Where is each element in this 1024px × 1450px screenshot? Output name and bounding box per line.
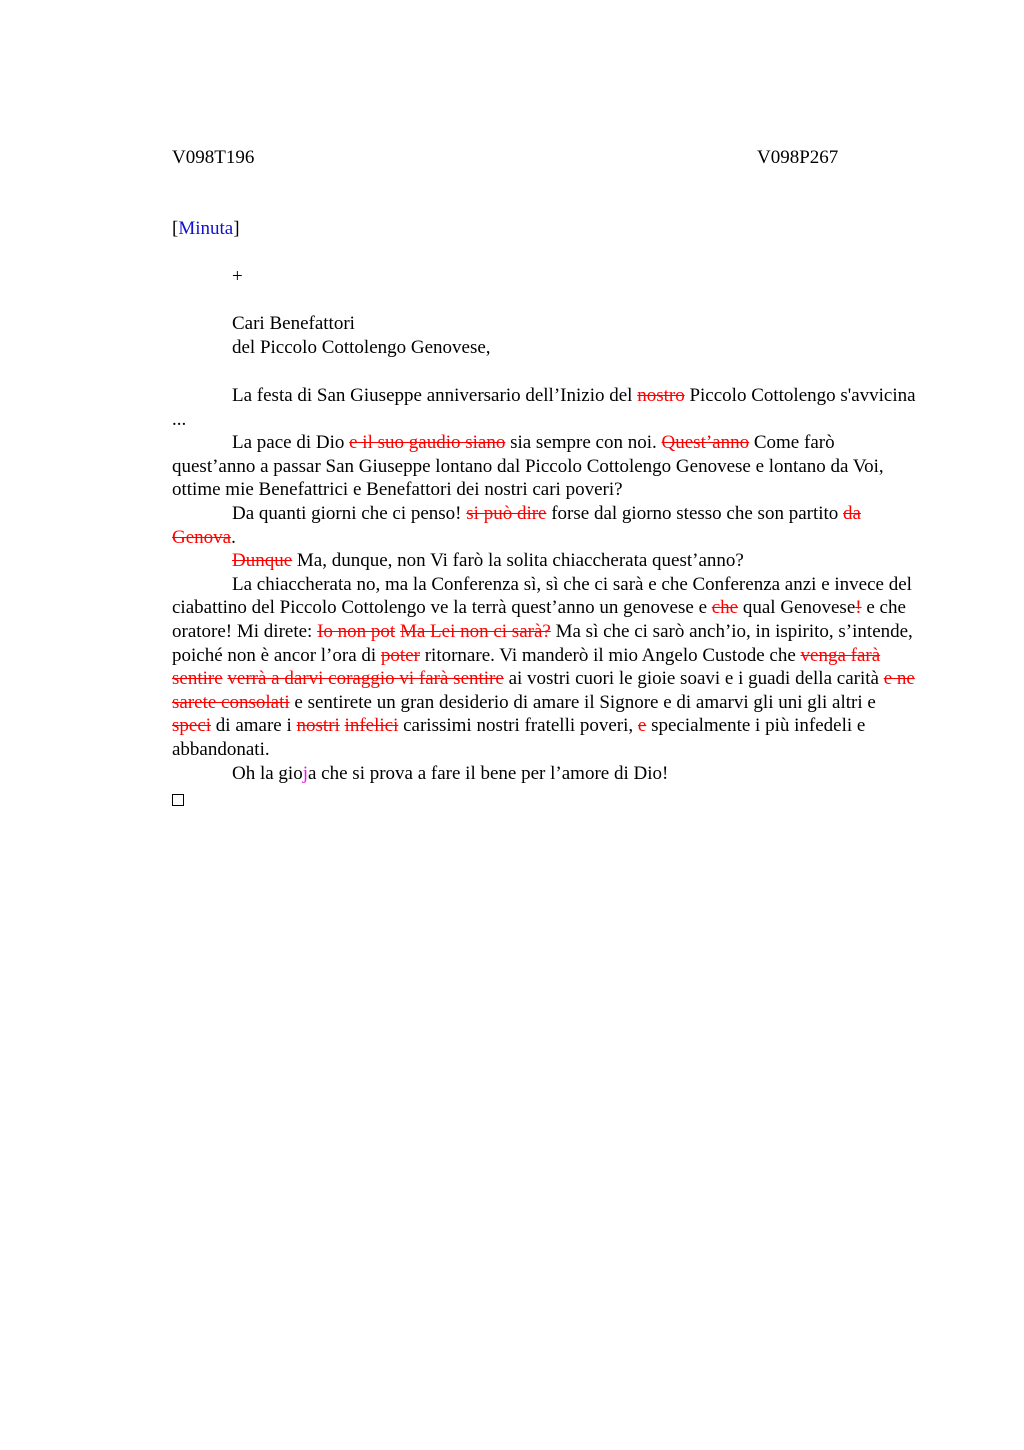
- paragraph-2: [172, 431, 917, 502]
- deleted-text: e il suo gaudio siano: [349, 432, 506, 454]
- paragraph-6: [172, 762, 917, 786]
- salutation-line-1: Cari Benefattori: [232, 313, 355, 334]
- text-run: specialmente i più infedeli e abbandonati.: [172, 715, 866, 760]
- deleted-text: verrà a darvi coraggio vi farà sentire: [227, 668, 504, 690]
- minuta-open-bracket: [: [172, 218, 179, 239]
- deleted-text: poter: [380, 644, 420, 666]
- deleted-text: speci: [172, 715, 212, 737]
- minuta-text: Minuta: [178, 218, 234, 239]
- text-run: Piccolo Cottolengo s'avvicina ...: [172, 385, 916, 430]
- text-run: .: [231, 526, 236, 548]
- deleted-text: e ne sarete consolati: [172, 668, 915, 713]
- text-run: ai vostri cuori le gioie soavi e i guadi della carità: [503, 668, 884, 690]
- text-run: La chiaccherata no, ma la Conferenza sì, sì che ci sarà e che Conferenza anzi e invece del ciabattino del Piccolo Cottolengo ve la terrà quest’anno un genovese e: [172, 573, 912, 619]
- deleted-text: e: [637, 715, 647, 737]
- cross-mark: +: [232, 266, 243, 287]
- salutation: [172, 312, 917, 359]
- text-run: di amare i: [211, 715, 297, 737]
- end-mark-line: [172, 785, 917, 813]
- deleted-text: Io non pot: [317, 620, 396, 642]
- text-run: forse dal giorno stesso che son partito: [546, 502, 844, 524]
- text-run: sia sempre con noi.: [505, 432, 662, 454]
- minuta-label: [172, 217, 917, 241]
- deleted-text: si può dire: [466, 502, 547, 524]
- deleted-text: Quest’anno: [661, 432, 750, 454]
- paragraph-5: [172, 573, 917, 762]
- text-run: ritornare. Vi manderò il mio Angelo Custode che: [419, 644, 801, 666]
- text-run: La festa di San Giuseppe anniversario dell’Inizio del: [232, 385, 638, 406]
- paragraph-4: [172, 549, 917, 573]
- deleted-text: !: [855, 597, 862, 619]
- letter-body: [172, 384, 917, 813]
- salutation-line-2: del Piccolo Cottolengo Genovese,: [232, 336, 491, 358]
- text-run: Ma sì che ci sarò anch’io, in ispirito, s’intende, poiché non è ancor l’ora di: [172, 620, 913, 666]
- deleted-text: nostri: [296, 715, 340, 737]
- deleted-text: Ma Lei non ci sarà?: [399, 620, 551, 642]
- deleted-text: venga farà sentire: [172, 644, 881, 690]
- deleted-text: da Genova: [172, 502, 861, 548]
- document-code-left: V098T196: [172, 147, 255, 168]
- deleted-text: che: [711, 597, 739, 619]
- text-run: e sentirete un gran desiderio di amare il Signore e di amarvi gli uni gli altri e: [289, 691, 876, 713]
- deleted-text: nostro: [637, 385, 685, 406]
- end-square-icon: [172, 794, 184, 806]
- text-run: Da quanti giorni che ci penso!: [232, 502, 467, 524]
- text-run: La pace di Dio: [232, 432, 350, 454]
- text-run: qual Genovese: [738, 597, 856, 619]
- text-run: a che si prova a fare il bene per l’amore di Dio!: [308, 762, 669, 784]
- paragraph-1: [172, 384, 917, 431]
- text-run: Come farò quest’anno a passar San Giuseppe lontano dal Piccolo Cottolengo Genovese e lontano da Voi, ottime mie Benefattrici e Benefattori dei nostri cari poveri?: [172, 432, 884, 501]
- deleted-text: Dunque: [232, 550, 293, 572]
- minuta-close-bracket: ]: [233, 218, 240, 239]
- text-run: Ma, dunque, non Vi farò la solita chiaccherata quest’anno?: [292, 550, 744, 572]
- text-run: Oh la gio: [232, 762, 303, 784]
- text-run: e che oratore! Mi direte:: [172, 597, 906, 642]
- text-run: carissimi nostri fratelli poveri,: [398, 715, 638, 737]
- inserted-letter: j: [302, 762, 308, 784]
- document-code-right: V098P267: [757, 147, 839, 168]
- deleted-text: infelici: [344, 715, 399, 737]
- paragraph-3: [172, 502, 917, 549]
